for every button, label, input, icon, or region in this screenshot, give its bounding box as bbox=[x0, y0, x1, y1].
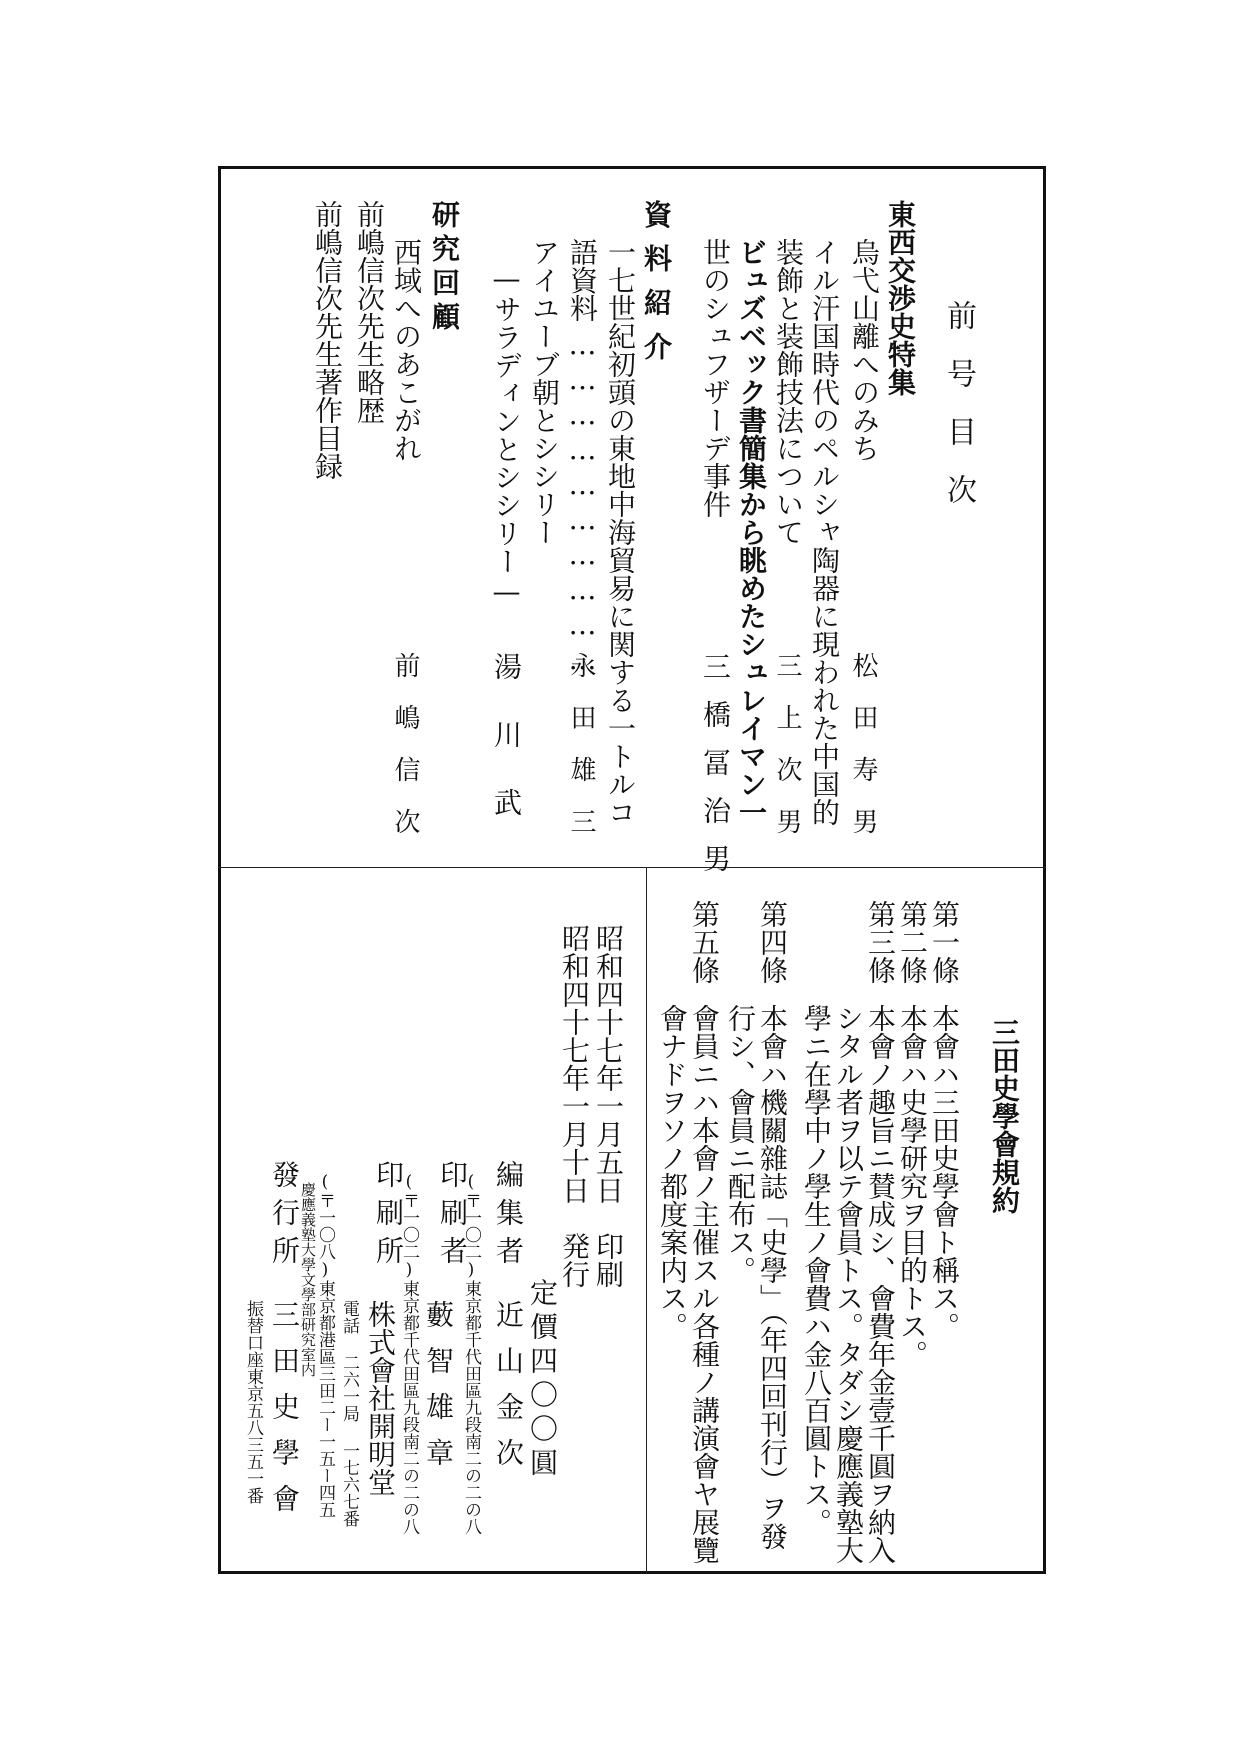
materials-author: 湯川武 bbox=[490, 652, 523, 856]
printed-date: 昭和四十七年一月五日 印刷 bbox=[592, 924, 625, 1288]
printer-label: 印刷者 bbox=[436, 1160, 469, 1274]
research-title: 西域へのあこがれ bbox=[390, 238, 423, 462]
rule-label: 第二條 bbox=[896, 900, 929, 984]
toc-article-title: 世のシュフザーデ事件 bbox=[699, 238, 732, 518]
rule-label: 第四條 bbox=[756, 900, 789, 984]
feature-heading: 東西交渉史特集 bbox=[884, 200, 917, 396]
toc-article-author: 松田寿男 bbox=[848, 652, 878, 860]
toc-article-author: 三橋冨治男 bbox=[699, 652, 732, 892]
print-office-label: 印刷所 bbox=[372, 1160, 405, 1274]
toc-article-title: ビュズベック書簡集から眺めたシュレイマン一 bbox=[735, 238, 768, 826]
materials-subtitle: —サラディンとシシリー— bbox=[490, 262, 523, 608]
toc-article-title: イル汗国時代のペルシャ陶器に現われた中国的 bbox=[808, 238, 841, 826]
rule-label: 第一條 bbox=[928, 900, 961, 984]
materials-author: 永田雄三 bbox=[566, 652, 596, 860]
vertical-divider bbox=[646, 867, 647, 1574]
research-author: 前嶋信次 bbox=[390, 652, 420, 860]
materials-title: 一七世紀初頭の東地中海貿易に関する一トルコ bbox=[604, 238, 637, 826]
print-office-phone: 電話 二六一局 一七六七番 bbox=[339, 1300, 359, 1527]
toc-article-title: 烏弋山離へのみち bbox=[848, 238, 881, 462]
printer-address: (〒一〇二)東京都千代田區九段南二の二の八 bbox=[461, 1172, 481, 1535]
rule-text: 本會ハ三田史學會ト稱ス。 bbox=[928, 1004, 961, 1340]
printer-name: 藪智雄章 bbox=[422, 1300, 455, 1484]
rule-text: シタル者ヲ以テ會員トス。タダシ慶應義塾大 bbox=[832, 1004, 865, 1564]
rules-title: 三田史學會規約 bbox=[988, 1018, 1021, 1214]
leader-dots: ………………………… bbox=[566, 328, 599, 678]
rule-text: 本會ハ史學研究ヲ目的トス。 bbox=[896, 1004, 929, 1368]
materials-title-cont: 語資料 bbox=[566, 238, 599, 322]
rule-text: 會ナドヲソノ都度案内ス。 bbox=[656, 1004, 689, 1340]
issued-date: 昭和四十七年一月十日 発行 bbox=[558, 924, 591, 1288]
editor-label: 編集者 bbox=[492, 1160, 525, 1274]
publisher-account: 振替口座東京五八三五一番 bbox=[243, 1300, 263, 1504]
toc-title: 前号目次 bbox=[941, 300, 976, 532]
rule-text: 學ニ在學中ノ學生ノ會費ハ金八百圓トス。 bbox=[800, 1004, 833, 1536]
rule-label: 第三條 bbox=[864, 900, 897, 984]
toc-article-author: 三上次男 bbox=[772, 652, 802, 860]
research-title: 前嶋信次先生著作目録 bbox=[311, 200, 344, 480]
research-heading: 研究回顧 bbox=[428, 200, 461, 336]
rule-text: 本會ハ機關雜誌「史學」（年四回刊行）ヲ發 bbox=[756, 1004, 789, 1550]
materials-title: アイユーブ朝とシシリー bbox=[528, 238, 561, 546]
publisher-name: 三田史學會 bbox=[268, 1300, 301, 1530]
research-title: 前嶋信次先生略歴 bbox=[353, 200, 386, 424]
print-office-address: (〒一〇二)東京都千代田區九段南二の二の八 bbox=[399, 1172, 419, 1535]
rule-text: 行シ、會員ニ配布ス。 bbox=[724, 1004, 757, 1284]
rule-label: 第五條 bbox=[688, 900, 721, 984]
toc-article-title: 装飾と装飾技法について bbox=[772, 238, 805, 546]
editor-name: 近山金次 bbox=[492, 1300, 525, 1484]
materials-heading: 資料紹介 bbox=[640, 200, 673, 376]
horizontal-divider bbox=[218, 867, 1046, 868]
publisher-address: (〒一〇八)東京都港區三田二ー一五ー四五 bbox=[315, 1172, 335, 1518]
rule-text: 本會ノ趣旨ニ賛成シ、會費年金壹千圓ヲ納入 bbox=[864, 1004, 897, 1564]
price: 定價四〇〇圓 bbox=[526, 1278, 559, 1482]
print-office-name: 株式會社開明堂 bbox=[364, 1300, 397, 1496]
rule-text: 會員ニハ本會ノ主催スル各種ノ講演會ヤ展覽 bbox=[688, 1004, 721, 1564]
publisher-address-line2: 慶應義塾大學文學部研究室内 bbox=[299, 1182, 317, 1377]
publisher-label: 發行所 bbox=[268, 1160, 301, 1274]
